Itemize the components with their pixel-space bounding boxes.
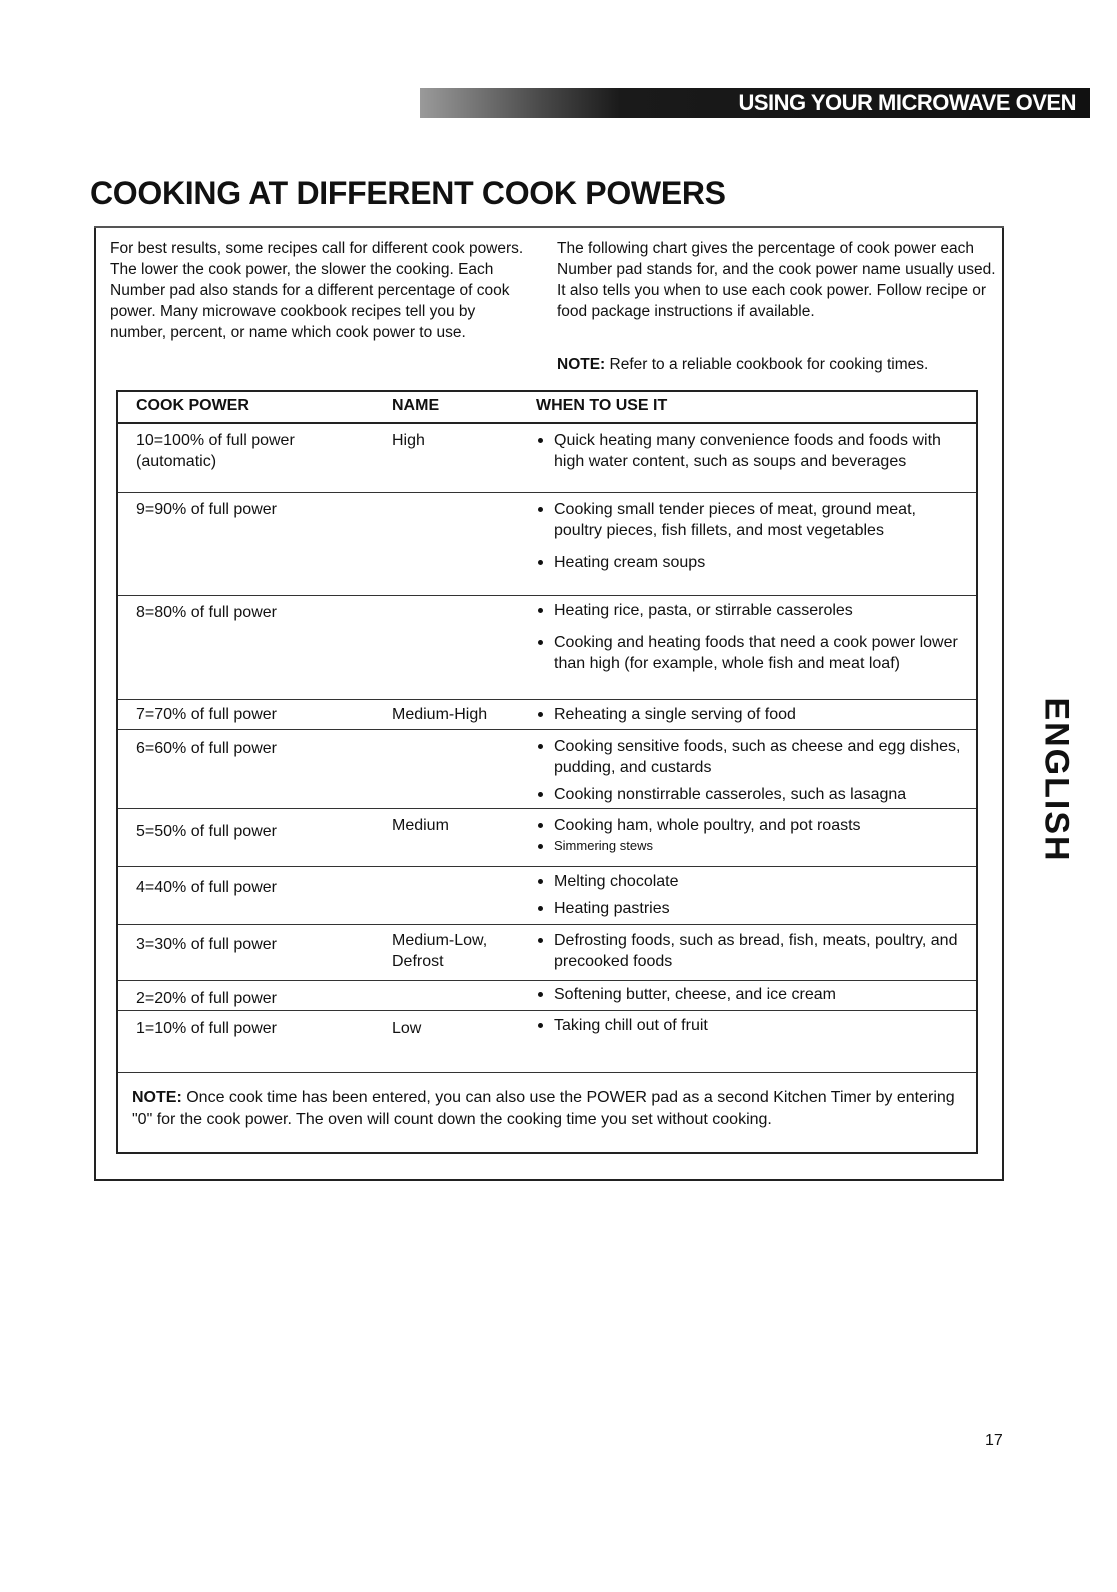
section-banner (420, 88, 1090, 118)
bullet-icon (538, 1023, 543, 1028)
chart-row-power-9 (118, 493, 976, 596)
power-name: High (392, 432, 425, 449)
power-name-cell (392, 815, 449, 836)
intro-note-label: NOTE: (557, 356, 606, 373)
header-when-to-use: WHEN TO USE IT (536, 397, 668, 414)
power-name: Medium-Low, (392, 932, 488, 949)
intro-note (557, 354, 1002, 375)
bullet-icon (538, 560, 543, 565)
use-item: Cooking sensitive foods, such as cheese and egg dishes, pudding, and custards (536, 736, 961, 778)
chart-row-power-3 (118, 925, 976, 981)
cook-power-value: 10=100% of full power (136, 432, 295, 449)
use-item: Softening butter, cheese, and ice cream (536, 984, 961, 1005)
use-item: Quick heating many convenience foods and foods with high water content, such as soups and beverages (536, 430, 961, 472)
bullet-icon (538, 823, 543, 828)
chart-row-power-7 (118, 700, 976, 730)
power-name: Medium-High (392, 706, 488, 723)
bullet-icon (538, 640, 543, 645)
bullet-icon (538, 879, 543, 884)
cook-power-cell (136, 704, 277, 725)
cook-power-value: 8=80% of full power (136, 604, 277, 621)
use-item: Cooking small tender pieces of meat, ground meat, poultry pieces, fish fillets, and most vegetables (536, 499, 961, 541)
cook-power-value: 7=70% of full power (136, 706, 277, 723)
chart-row-power-6 (118, 730, 976, 809)
power-name-cell (392, 930, 487, 972)
use-item: Heating pastries (536, 898, 961, 919)
use-item: Cooking nonstirrable casseroles, such as lasagna (536, 784, 961, 805)
when-to-use-cell (536, 930, 961, 983)
when-to-use-cell (536, 736, 961, 811)
cook-power-chart (116, 390, 978, 1154)
cook-power-value: 9=90% of full power (136, 501, 277, 518)
cook-power-sub: (automatic) (136, 453, 217, 470)
header-name: NAME (392, 397, 440, 414)
cook-power-value: 5=50% of full power (136, 823, 277, 840)
cook-power-cell (136, 877, 277, 898)
chart-row-power-5 (118, 809, 976, 867)
cook-power-value: 4=40% of full power (136, 879, 277, 896)
chart-row-power-2 (118, 981, 976, 1011)
use-item: Cooking ham, whole poultry, and pot roasts (536, 815, 961, 836)
chart-note (132, 1087, 972, 1131)
use-item: Taking chill out of fruit (536, 1015, 961, 1036)
language-side-tab-label: ENGLISH (1037, 697, 1076, 863)
chart-row-power-10 (118, 424, 976, 493)
cook-power-cell (136, 602, 277, 623)
bullet-icon (538, 507, 543, 512)
when-to-use-cell (536, 815, 961, 860)
chart-note-label: NOTE: (132, 1089, 182, 1106)
use-item: Reheating a single serving of food (536, 704, 961, 725)
cook-power-cell (136, 934, 277, 955)
cook-power-value: 6=60% of full power (136, 740, 277, 757)
bullet-icon (538, 992, 543, 997)
use-item: Heating cream soups (536, 552, 961, 573)
power-name-cell (392, 430, 425, 451)
use-item: Simmering stews (536, 838, 961, 854)
chart-header-row (118, 392, 976, 424)
intro-left-paragraph: For best results, some recipes call for different cook powers. The lower the cook power, the slower the cooking. Each Number pad also stands for a different percentage of cook power. Many microwave cookbook recipes tell you by number, percent, or name which cook power to use. (110, 240, 524, 341)
power-name-cell (392, 1018, 421, 1039)
power-name: Low (392, 1020, 422, 1037)
bullet-icon (538, 744, 543, 749)
bullet-icon (538, 906, 543, 911)
when-to-use-cell (536, 430, 961, 483)
use-item: Defrosting foods, such as bread, fish, meats, poultry, and precooked foods (536, 930, 961, 972)
page-number: 17 (985, 1432, 1003, 1449)
bullet-icon (538, 608, 543, 613)
page-title: COOKING AT DIFFERENT COOK POWERS (90, 175, 726, 211)
when-to-use-cell (536, 1015, 961, 1047)
bullet-icon (538, 712, 543, 717)
cook-power-cell (136, 430, 295, 472)
when-to-use-cell (536, 499, 961, 584)
language-side-tab (1037, 680, 1076, 880)
cook-power-value: 3=30% of full power (136, 936, 277, 953)
use-item: Melting chocolate (536, 871, 961, 892)
cook-power-cell (136, 499, 277, 520)
intro-note-text: Refer to a reliable cookbook for cooking times. (609, 356, 929, 373)
power-name: Medium (392, 817, 449, 834)
cook-power-cell (136, 821, 277, 842)
use-item: Cooking and heating foods that need a cook power lower than high (for example, whole fish and meat loaf) (536, 632, 961, 674)
cook-power-cell (136, 1018, 277, 1039)
section-banner-text: USING YOUR MICROWAVE OVEN (738, 90, 1076, 115)
header-cook-power: COOK POWER (136, 397, 249, 414)
chart-row-power-4 (118, 867, 976, 925)
bullet-icon (538, 844, 543, 849)
bullet-icon (538, 792, 543, 797)
cook-power-cell (136, 738, 277, 759)
chart-row-power-8 (118, 596, 976, 700)
cook-power-value: 2=20% of full power (136, 990, 277, 1007)
bullet-icon (538, 438, 543, 443)
chart-note-text: Once cook time has been entered, you can also use the POWER pad as a second Kitchen Timer by entering "0" for the cook power. The oven will count down the cooking time you set without cooking. (132, 1089, 955, 1128)
cook-power-value: 1=10% of full power (136, 1020, 277, 1037)
use-item: Heating rice, pasta, or stirrable casseroles (536, 600, 961, 621)
intro-right-paragraph: The following chart gives the percentage of cook power each Number pad stands for, and the cook power name usually used. It also tells you when to use each cook power. Follow recipe or food package instructions if available. (557, 240, 996, 320)
cook-power-cell (136, 988, 277, 1009)
when-to-use-cell (536, 871, 961, 925)
power-name-sub: Defrost (392, 953, 444, 970)
when-to-use-cell (536, 600, 961, 685)
power-name-cell (392, 704, 487, 725)
bullet-icon (538, 938, 543, 943)
chart-row-power-1 (118, 1011, 976, 1073)
